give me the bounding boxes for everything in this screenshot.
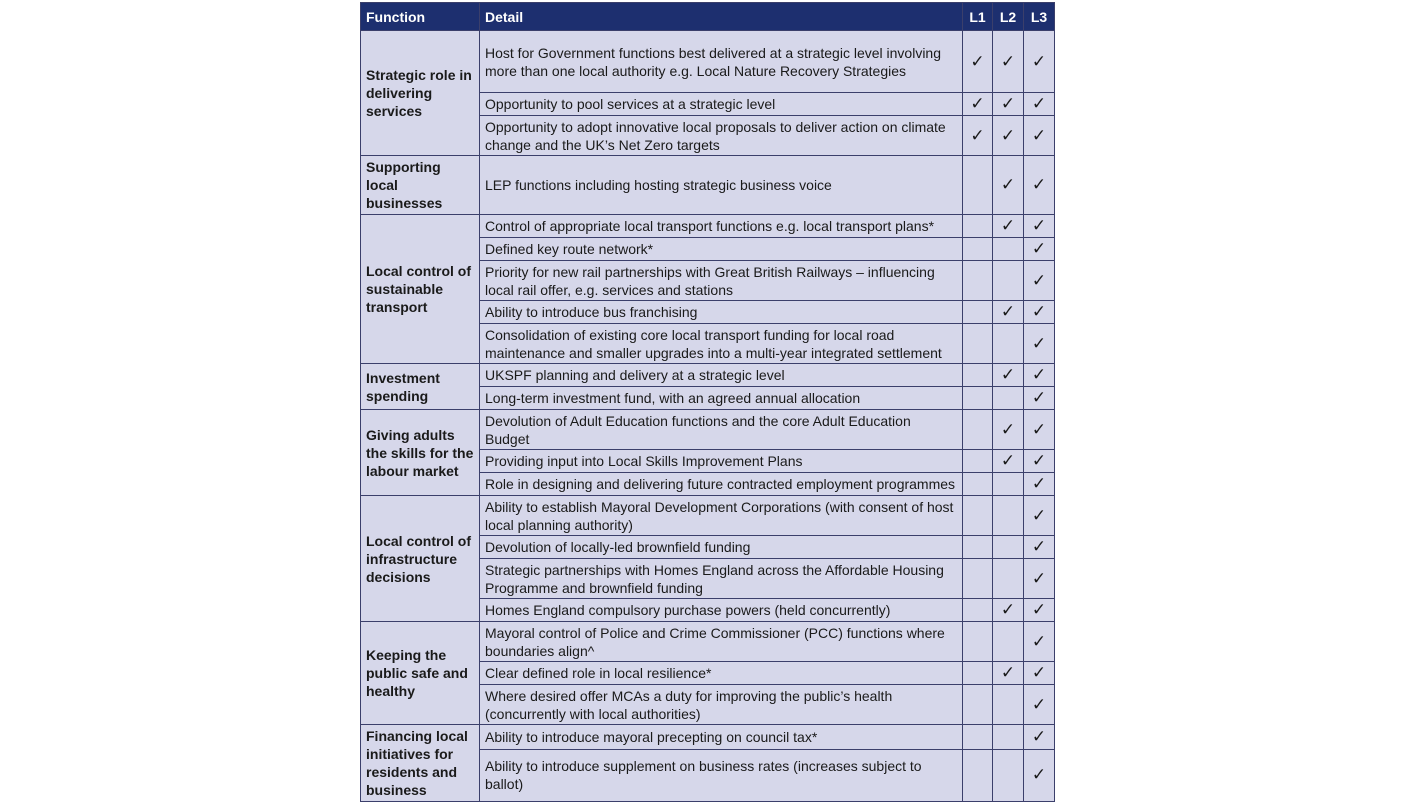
- l2-cell: [993, 450, 1024, 473]
- l3-cell: [1024, 536, 1055, 559]
- l3-cell: [1024, 238, 1055, 261]
- checkmark-icon: ✓: [1031, 125, 1047, 145]
- checkmark-icon: ✓: [970, 125, 985, 145]
- l3-cell: [1024, 725, 1055, 750]
- detail-cell: Control of appropriate local transport functions e.g. local transport plans*: [480, 215, 963, 238]
- l3-cell: [1024, 387, 1055, 410]
- l3-cell: [1024, 685, 1055, 725]
- devolution-framework-table: [360, 2, 1055, 802]
- function-cell: Keeping the public safe and healthy: [361, 622, 480, 725]
- detail-cell: Clear defined role in local resilience*: [480, 662, 963, 685]
- checkmark-icon: ✓: [1000, 419, 1016, 439]
- l2-cell: [993, 473, 1024, 496]
- function-cell: Giving adults the skills for the labour market: [361, 410, 480, 496]
- l1-cell: [963, 599, 993, 622]
- checkmark-icon: ✓: [1031, 333, 1047, 353]
- checkmark-icon: ✓: [1031, 175, 1047, 194]
- l3-cell: [1024, 261, 1055, 301]
- checkmark-icon: ✓: [1031, 94, 1047, 113]
- checkmark-icon: ✓: [1000, 451, 1016, 470]
- l3-cell: [1024, 31, 1055, 93]
- checkmark-icon: ✓: [1031, 600, 1047, 619]
- l2-cell: [993, 725, 1024, 750]
- l3-cell: [1024, 215, 1055, 238]
- l2-cell: [993, 215, 1024, 238]
- header-function: Function: [361, 3, 480, 31]
- l1-cell: [963, 364, 993, 387]
- l1-cell: [963, 261, 993, 301]
- table-row: [361, 496, 1055, 536]
- l1-cell: [963, 450, 993, 473]
- l2-cell: [993, 685, 1024, 725]
- header-l3: L3: [1024, 3, 1055, 31]
- checkmark-icon: ✓: [1000, 663, 1016, 682]
- function-cell: Financing local initiatives for residents and business: [361, 725, 480, 802]
- table-row: [361, 410, 1055, 450]
- detail-cell: Host for Government functions best delivered at a strategic level involving more than one local authority e.g. Local Nature Recovery Strategies: [480, 31, 963, 93]
- detail-cell: Opportunity to pool services at a strategic level: [480, 93, 963, 116]
- detail-cell: Ability to introduce bus franchising: [480, 301, 963, 324]
- l2-cell: [993, 749, 1024, 801]
- l2-cell: [993, 410, 1024, 450]
- l1-cell: [963, 215, 993, 238]
- detail-cell: LEP functions including hosting strategic business voice: [480, 156, 963, 215]
- checkmark-icon: ✓: [1031, 388, 1047, 407]
- checkmark-icon: ✓: [1031, 365, 1047, 384]
- l2-cell: [993, 116, 1024, 156]
- l2-cell: [993, 301, 1024, 324]
- l1-cell: [963, 324, 993, 364]
- table-row: [361, 364, 1055, 387]
- checkmark-icon: ✓: [1031, 451, 1047, 470]
- table-body: [361, 31, 1055, 802]
- checkmark-icon: ✓: [1000, 216, 1016, 235]
- detail-cell: Providing input into Local Skills Improvement Plans: [480, 450, 963, 473]
- l1-cell: [963, 496, 993, 536]
- l3-cell: [1024, 324, 1055, 364]
- l3-cell: [1024, 410, 1055, 450]
- detail-cell: Defined key route network*: [480, 238, 963, 261]
- l2-cell: [993, 156, 1024, 215]
- header-l2: L2: [993, 3, 1024, 31]
- table-row: [361, 725, 1055, 750]
- checkmark-icon: ✓: [1031, 765, 1047, 785]
- detail-cell: Ability to establish Mayoral Development Corporations (with consent of host local planning authority): [480, 496, 963, 536]
- checkmark-icon: ✓: [1000, 175, 1016, 194]
- detail-cell: Ability to introduce mayoral precepting on council tax*: [480, 725, 963, 750]
- l2-cell: [993, 364, 1024, 387]
- detail-cell: Priority for new rail partnerships with Great British Railways – influencing local rail offer, e.g. services and stations: [480, 261, 963, 301]
- l3-cell: [1024, 473, 1055, 496]
- l3-cell: [1024, 749, 1055, 801]
- l1-cell: [963, 725, 993, 750]
- checkmark-icon: ✓: [1031, 474, 1047, 493]
- l3-cell: [1024, 559, 1055, 599]
- l3-cell: [1024, 496, 1055, 536]
- l2-cell: [993, 599, 1024, 622]
- function-cell: Supporting local businesses: [361, 156, 480, 215]
- l1-cell: [963, 31, 993, 93]
- l2-cell: [993, 536, 1024, 559]
- header-l1: L1: [963, 3, 993, 31]
- l1-cell: [963, 238, 993, 261]
- function-cell: Local control of infrastructure decisions: [361, 496, 480, 622]
- detail-cell: UKSPF planning and delivery at a strategic level: [480, 364, 963, 387]
- l2-cell: [993, 261, 1024, 301]
- l2-cell: [993, 387, 1024, 410]
- function-cell: Strategic role in delivering services: [361, 31, 480, 156]
- l3-cell: [1024, 599, 1055, 622]
- l1-cell: [963, 116, 993, 156]
- detail-cell: Strategic partnerships with Homes England across the Affordable Housing Programme and brownfield funding: [480, 559, 963, 599]
- l2-cell: [993, 662, 1024, 685]
- checkmark-icon: ✓: [1031, 631, 1047, 651]
- l1-cell: [963, 410, 993, 450]
- checkmark-icon: ✓: [1000, 365, 1016, 384]
- detail-cell: Consolidation of existing core local transport funding for local road maintenance and smaller upgrades into a multi-year integrated settlement: [480, 324, 963, 364]
- header-row: [361, 3, 1055, 31]
- l2-cell: [993, 559, 1024, 599]
- l3-cell: [1024, 116, 1055, 156]
- l1-cell: [963, 662, 993, 685]
- checkmark-icon: ✓: [1031, 239, 1047, 258]
- checkmark-icon: ✓: [1000, 600, 1016, 619]
- detail-cell: Where desired offer MCAs a duty for improving the public’s health (concurrently with local authorities): [480, 685, 963, 725]
- checkmark-icon: ✓: [1000, 302, 1016, 321]
- header-detail: Detail: [480, 3, 963, 31]
- detail-cell: Mayoral control of Police and Crime Commissioner (PCC) functions where boundaries align^: [480, 622, 963, 662]
- l1-cell: [963, 93, 993, 116]
- detail-cell: Devolution of locally-led brownfield funding: [480, 536, 963, 559]
- table-row: [361, 31, 1055, 93]
- l1-cell: [963, 685, 993, 725]
- checkmark-icon: ✓: [1031, 537, 1047, 556]
- function-cell: Local control of sustainable transport: [361, 215, 480, 364]
- l2-cell: [993, 622, 1024, 662]
- l3-cell: [1024, 364, 1055, 387]
- detail-cell: Ability to introduce supplement on business rates (increases subject to ballot): [480, 749, 963, 801]
- l1-cell: [963, 559, 993, 599]
- l1-cell: [963, 473, 993, 496]
- detail-cell: Role in designing and delivering future contracted employment programmes: [480, 473, 963, 496]
- l2-cell: [993, 93, 1024, 116]
- l2-cell: [993, 496, 1024, 536]
- checkmark-icon: ✓: [1031, 302, 1047, 321]
- l2-cell: [993, 324, 1024, 364]
- checkmark-icon: ✓: [970, 94, 985, 113]
- checkmark-icon: ✓: [1031, 726, 1047, 746]
- checkmark-icon: ✓: [1031, 694, 1047, 714]
- l3-cell: [1024, 93, 1055, 116]
- l3-cell: [1024, 662, 1055, 685]
- l1-cell: [963, 156, 993, 215]
- detail-cell: Opportunity to adopt innovative local proposals to deliver action on climate change and the UK’s Net Zero targets: [480, 116, 963, 156]
- checkmark-icon: ✓: [1031, 270, 1047, 290]
- l3-cell: [1024, 450, 1055, 473]
- table-row: [361, 156, 1055, 215]
- l3-cell: [1024, 156, 1055, 215]
- checkmark-icon: ✓: [1000, 94, 1016, 113]
- l3-cell: [1024, 301, 1055, 324]
- l1-cell: [963, 387, 993, 410]
- checkmark-icon: ✓: [1000, 125, 1016, 145]
- checkmark-icon: ✓: [1031, 216, 1047, 235]
- checkmark-icon: ✓: [1031, 568, 1047, 588]
- table-row: [361, 622, 1055, 662]
- l2-cell: [993, 238, 1024, 261]
- l2-cell: [993, 31, 1024, 93]
- function-cell: Investment spending: [361, 364, 480, 410]
- detail-cell: Long-term investment fund, with an agreed annual allocation: [480, 387, 963, 410]
- checkmark-icon: ✓: [1000, 51, 1016, 71]
- l1-cell: [963, 536, 993, 559]
- l1-cell: [963, 749, 993, 801]
- l1-cell: [963, 622, 993, 662]
- checkmark-icon: ✓: [1031, 51, 1047, 71]
- detail-cell: Homes England compulsory purchase powers (held concurrently): [480, 599, 963, 622]
- detail-cell: Devolution of Adult Education functions and the core Adult Education Budget: [480, 410, 963, 450]
- checkmark-icon: ✓: [1031, 505, 1047, 525]
- l1-cell: [963, 301, 993, 324]
- checkmark-icon: ✓: [1031, 419, 1047, 439]
- checkmark-icon: ✓: [970, 51, 985, 71]
- checkmark-icon: ✓: [1031, 663, 1047, 682]
- l3-cell: [1024, 622, 1055, 662]
- table-row: [361, 215, 1055, 238]
